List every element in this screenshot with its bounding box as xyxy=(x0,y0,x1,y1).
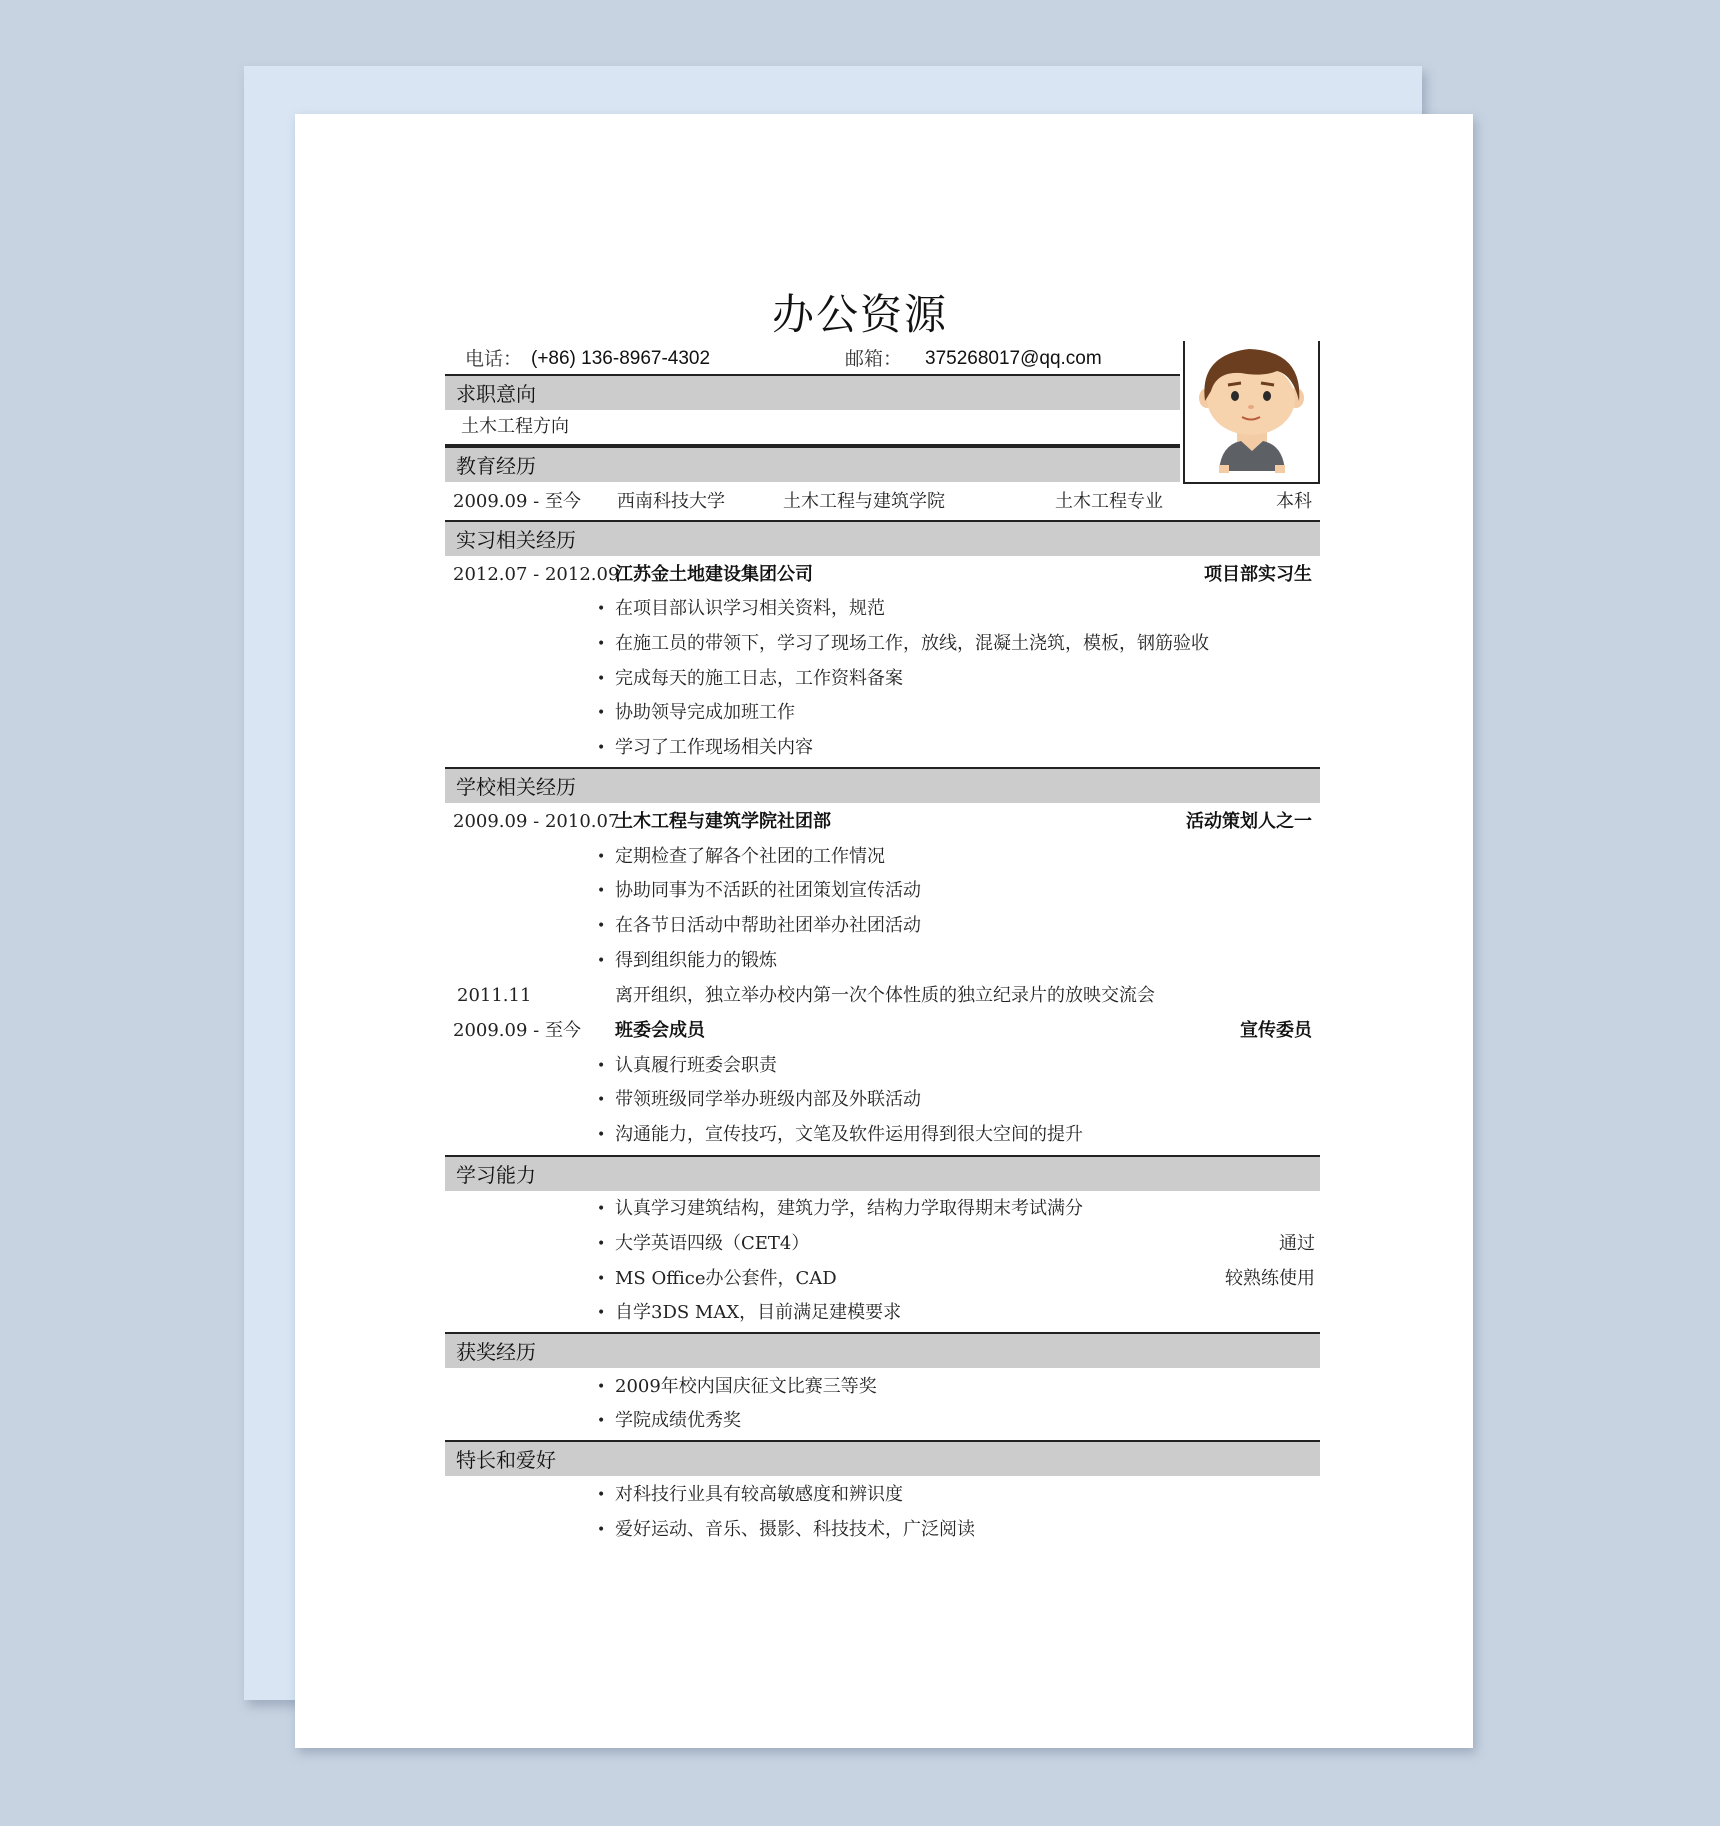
edu-degree: 本科 xyxy=(1276,491,1312,512)
school-row-2 xyxy=(445,1014,1320,1048)
list-item: • 对科技行业具有较高敏感度和辨识度 xyxy=(597,1484,903,1505)
learning-note: 较熟练使用 xyxy=(1225,1268,1315,1289)
list-item: • 得到组织能力的锻炼 xyxy=(597,950,777,971)
list-item: • 协助领导完成加班工作 xyxy=(597,702,795,723)
section-title: 获奖经历 xyxy=(456,1340,536,1364)
list-item: • 2009年校内国庆征文比赛三等奖 xyxy=(597,1376,877,1397)
phone-label: 电话： xyxy=(465,348,523,370)
edu-school: 西南科技大学 xyxy=(617,491,725,512)
list-item: • 学习了工作现场相关内容 xyxy=(597,737,813,758)
school-row-1 xyxy=(445,805,1320,839)
section-hobbies xyxy=(445,1440,1320,1476)
internship-row xyxy=(445,558,1320,592)
list-item: • 学院成绩优秀奖 xyxy=(597,1410,741,1431)
section-intent xyxy=(445,374,1180,410)
edu-major: 土木工程专业 xyxy=(1055,491,1163,512)
section-title: 特长和爱好 xyxy=(456,1448,556,1472)
list-item: • 认真学习建筑结构，建筑力学，结构力学取得期末考试满分 xyxy=(597,1198,1083,1219)
school-date-2: 2009.09 - 至今 xyxy=(453,1020,581,1041)
list-item: • 爱好运动、音乐、摄影、科技技术，广泛阅读 xyxy=(597,1519,975,1540)
section-internship xyxy=(445,520,1320,556)
list-item: • 沟通能力，宣传技巧，文笔及软件运用得到很大空间的提升 xyxy=(597,1124,1083,1145)
school-role-2: 宣传委员 xyxy=(1240,1020,1312,1041)
school-note-row xyxy=(445,979,1320,1013)
list-item: • 在项目部认识学习相关资料，规范 xyxy=(597,598,885,619)
list-item: • 带领班级同学举办班级内部及外联活动 xyxy=(597,1089,921,1110)
edu-college: 土木工程与建筑学院 xyxy=(783,491,945,512)
section-title: 求职意向 xyxy=(456,382,536,406)
page-title: 办公资源 xyxy=(771,290,948,339)
education-row xyxy=(445,485,1320,519)
section-awards xyxy=(445,1332,1320,1368)
section-school xyxy=(445,767,1320,803)
edu-date: 2009.09 - 至今 xyxy=(453,491,581,512)
email-value: 375268017@qq.com xyxy=(925,348,1102,369)
resume-page xyxy=(295,114,1473,1748)
intern-org: 江苏金土地建设集团公司 xyxy=(615,564,813,585)
list-item: • 在各节日活动中帮助社团举办社团活动 xyxy=(597,915,921,936)
section-title: 教育经历 xyxy=(456,454,536,478)
intern-date: 2012.07 - 2012.09 xyxy=(453,564,620,585)
phone-value: (+86) 136-8967-4302 xyxy=(531,348,711,369)
note-text: 离开组织，独立举办校内第一次个体性质的独立纪录片的放映交流会 xyxy=(615,985,1155,1006)
section-title: 学校相关经历 xyxy=(456,775,576,799)
school-date-1: 2009.09 - 2010.07 xyxy=(453,811,620,832)
list-item: • MS Office办公套件，CAD xyxy=(597,1268,837,1289)
section-title: 实习相关经历 xyxy=(456,528,576,552)
note-date: 2011.11 xyxy=(457,985,532,1006)
school-role-1: 活动策划人之一 xyxy=(1186,811,1312,832)
learning-note: 通过 xyxy=(1279,1233,1315,1254)
list-item: • 认真履行班委会职责 xyxy=(597,1055,777,1076)
intent-row xyxy=(445,410,1320,444)
intent-value: 土木工程方向 xyxy=(461,416,569,437)
section-title: 学习能力 xyxy=(456,1163,536,1187)
contact-row xyxy=(445,344,1165,374)
email-label: 邮箱： xyxy=(845,348,903,370)
list-item: • 在施工员的带领下，学习了现场工作，放线，混凝土浇筑，模板，钢筋验收 xyxy=(597,633,1209,654)
intern-role: 项目部实习生 xyxy=(1204,564,1312,585)
list-item: • 自学3DS MAX，目前满足建模要求 xyxy=(597,1302,902,1323)
list-item: • 协助同事为不活跃的社团策划宣传活动 xyxy=(597,880,921,901)
list-item: • 完成每天的施工日志，工作资料备案 xyxy=(597,668,903,689)
school-org-2: 班委会成员 xyxy=(615,1020,705,1041)
school-org-1: 土木工程与建筑学院社团部 xyxy=(615,811,831,832)
section-learning xyxy=(445,1155,1320,1191)
list-item: • 定期检查了解各个社团的工作情况 xyxy=(597,846,885,867)
list-item: • 大学英语四级（CET4） xyxy=(597,1233,810,1254)
section-education xyxy=(445,446,1180,482)
